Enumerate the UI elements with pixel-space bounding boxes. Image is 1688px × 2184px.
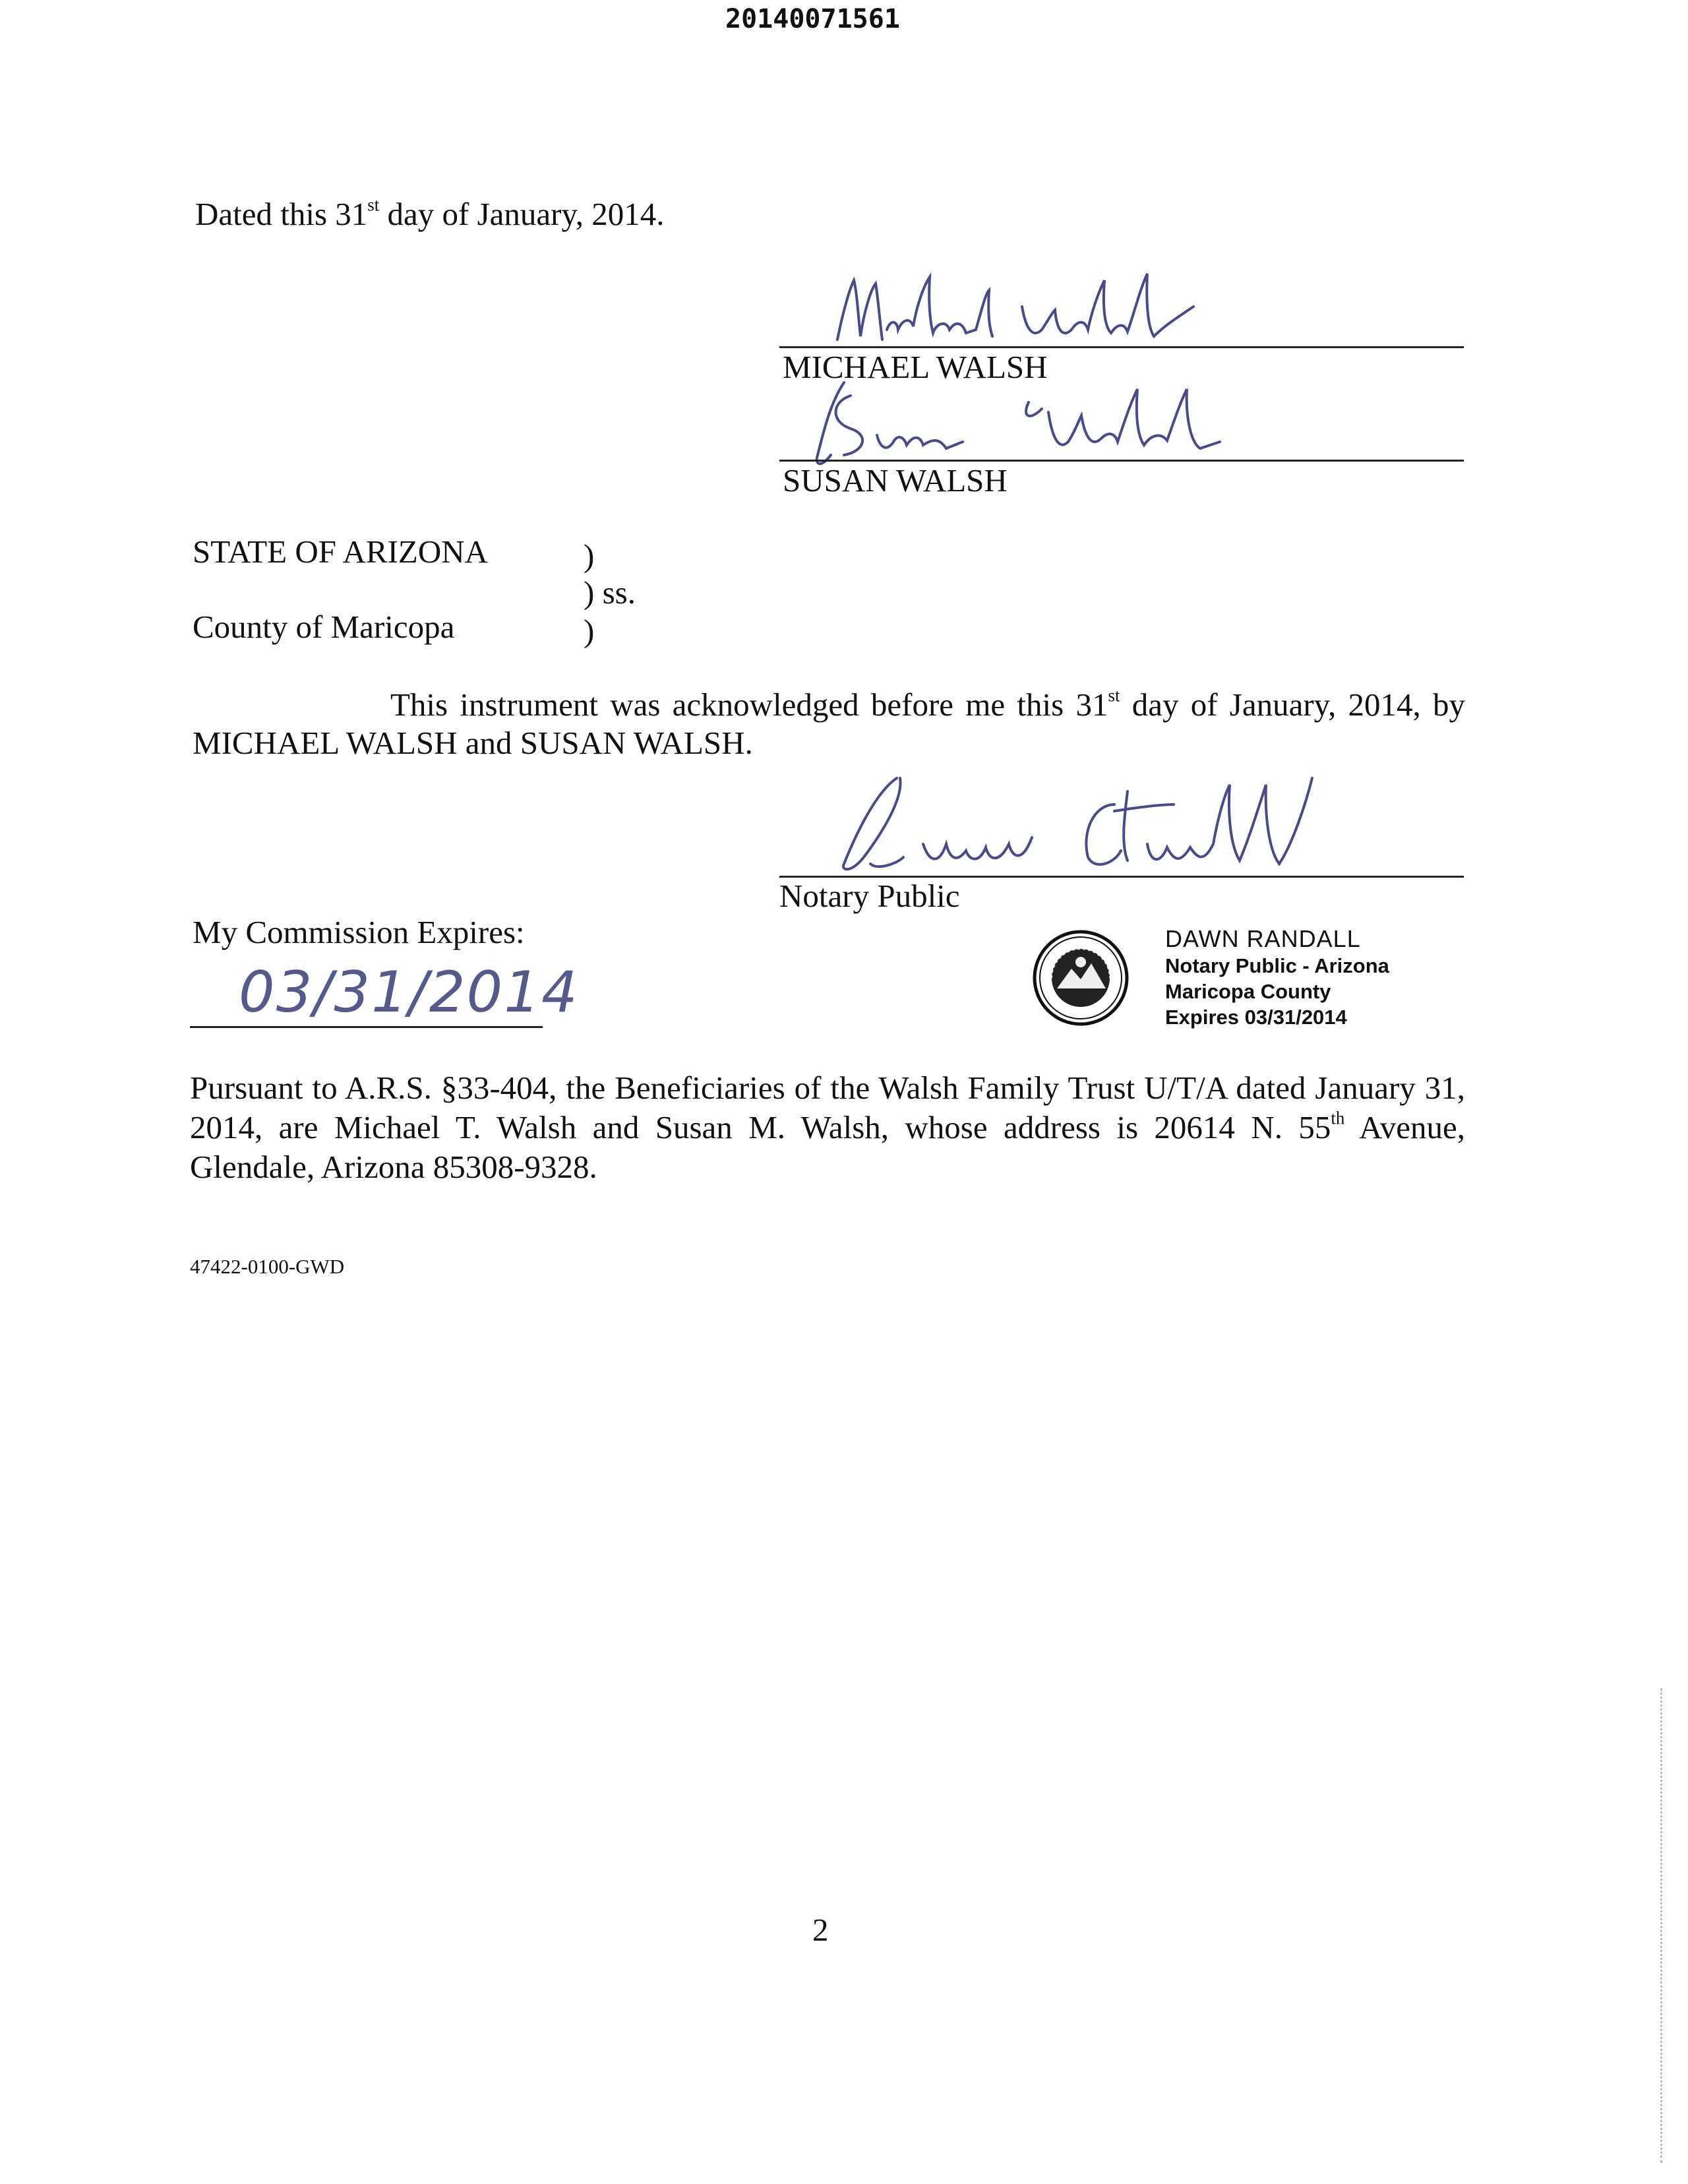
- venue-ss: ) ss.: [584, 574, 636, 611]
- file-reference: 47422-0100-GWD: [190, 1255, 345, 1278]
- beneficiaries-part2: Avenue, Glendale, Arizona 85308-9328.: [190, 1109, 1465, 1185]
- seal-expires: Expires 03/31/2014: [1165, 1005, 1347, 1029]
- venue-paren-bottom: ): [584, 613, 595, 649]
- dated-suffix: day of January, 2014.: [379, 196, 665, 232]
- acknowledgment-paragraph: [193, 686, 1465, 762]
- beneficiaries-part1: Pursuant to A.R.S. §33-404, the Beneficiaries of the Walsh Family Trust U/T/A dated January 31, 2014, are Michael T. Walsh and Susan M. Walsh, whose address is 20614 N. 55: [190, 1070, 1465, 1145]
- notary-seal: [1032, 920, 1401, 1039]
- dated-prefix: Dated this 31: [195, 196, 368, 232]
- state-label: STATE OF ARIZONA: [193, 533, 488, 570]
- county-label: County of Maricopa: [193, 609, 455, 645]
- venue-paren-top: ): [584, 537, 595, 574]
- ack-part1: This instrument was acknowledged before me this 31: [390, 686, 1108, 723]
- notary-public-label: Notary Public: [779, 878, 960, 914]
- beneficiaries-sup: th: [1331, 1108, 1345, 1128]
- dated-line: [195, 195, 665, 234]
- ack-sup: st: [1108, 685, 1120, 706]
- commission-line: [190, 1026, 543, 1028]
- commission-expiration-handwritten: 03/31/2014: [239, 959, 579, 1025]
- seal-notary-public-arizona: Notary Public - Arizona: [1165, 954, 1389, 977]
- dated-sup: st: [367, 195, 380, 215]
- michael-walsh-name: MICHAEL WALSH: [783, 349, 1048, 385]
- recording-number: 20140071561: [725, 4, 900, 34]
- commission-expires-label: My Commission Expires:: [193, 914, 525, 950]
- michael-walsh-signature: [824, 267, 1220, 353]
- scan-edge-artifact: [1660, 1688, 1662, 2163]
- susan-walsh-name: SUSAN WALSH: [783, 462, 1008, 499]
- ack-part2: day of January, 2014, by MICHAEL WALSH and SUSAN WALSH.: [193, 686, 1465, 761]
- seal-county: Maricopa County: [1165, 979, 1331, 1003]
- state-seal-icon: [1032, 929, 1130, 1027]
- page-number: 2: [812, 1912, 829, 1948]
- seal-notary-name: DAWN RANDALL: [1165, 925, 1361, 952]
- beneficiaries-paragraph: [190, 1068, 1465, 1187]
- notary-signature: [804, 765, 1332, 877]
